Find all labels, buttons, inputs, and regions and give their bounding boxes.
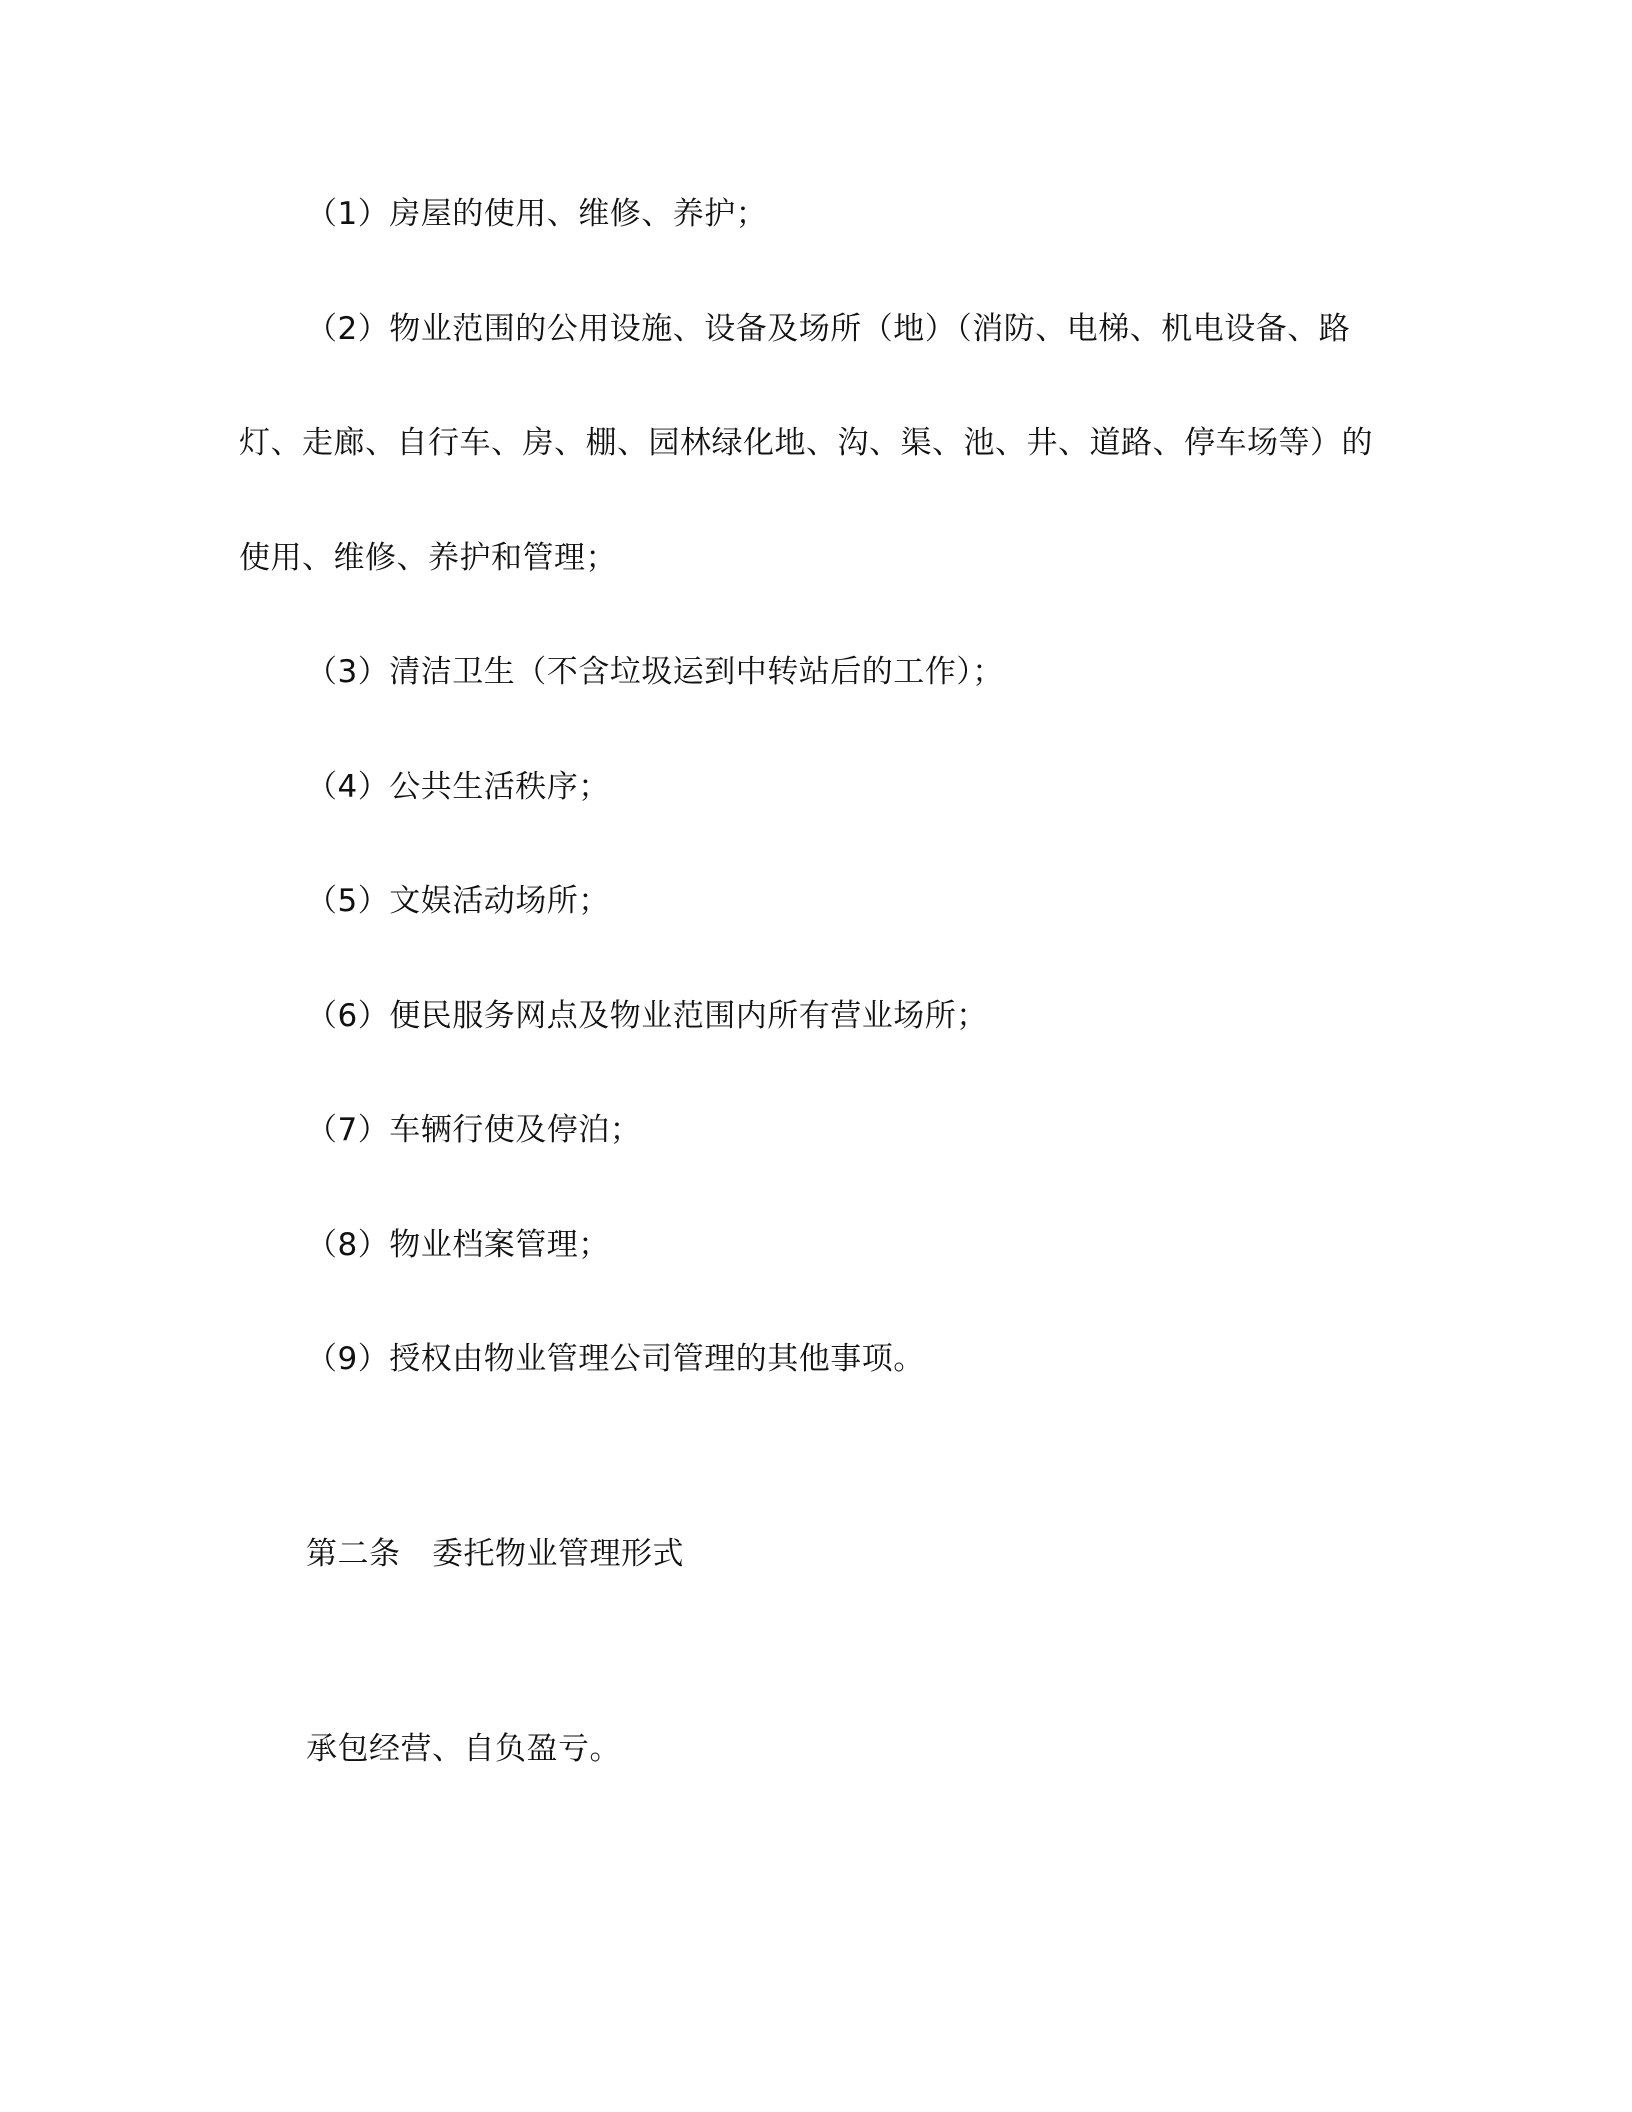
list-item-4: （4）公共生活秩序； bbox=[306, 769, 610, 805]
list-item-5: （5）文娱活动场所； bbox=[306, 883, 610, 919]
list-item-2-cont-1: 灯、走廊、自行车、房、棚、园林绿化地、沟、渠、池、井、道路、停车场等）的 bbox=[239, 425, 1373, 461]
list-item-2-cont-2: 使用、维修、养护和管理； bbox=[239, 540, 617, 576]
list-item-3: （3）清洁卫生（不含垃圾运到中转站后的工作）； bbox=[306, 654, 1004, 690]
article-body: 承包经营、自负盈亏。 bbox=[306, 1731, 621, 1767]
list-item-9: （9）授权由物业管理公司管理的其他事项。 bbox=[306, 1341, 925, 1377]
list-item-2: （2）物业范围的公用设施、设备及场所（地）（消防、电梯、机电设备、路 bbox=[306, 311, 1351, 347]
list-item-1: （1）房屋的使用、维修、养护； bbox=[306, 196, 768, 232]
article-heading: 第二条 委托物业管理形式 bbox=[306, 1536, 684, 1572]
list-item-8: （8）物业档案管理； bbox=[306, 1227, 610, 1263]
list-item-6: （6）便民服务网点及物业范围内所有营业场所； bbox=[306, 998, 988, 1034]
list-item-7: （7）车辆行使及停泊； bbox=[306, 1112, 642, 1148]
